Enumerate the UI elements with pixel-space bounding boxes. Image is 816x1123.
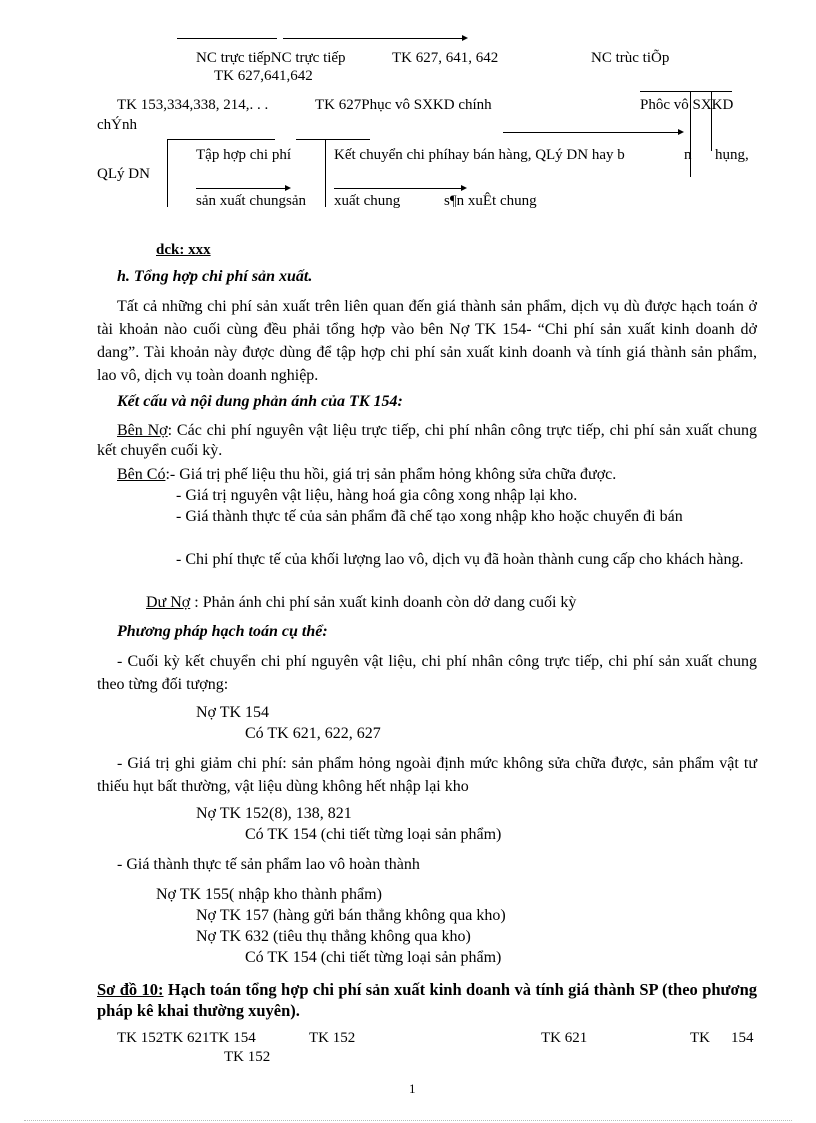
diagram-text: Kết chuyển chi phíhay bán hàng, QLý DN hay b [334, 147, 625, 163]
diagram-title [97, 979, 757, 1021]
journal-entry: Nợ TK 152(8), 138, 821 [196, 805, 352, 822]
diagram-text: QLý DN [97, 166, 150, 182]
diagram-note: dck: xxx [156, 242, 211, 258]
diagram-text: TK 152TK 621TK 154 [117, 1030, 256, 1046]
page-number: 1 [409, 1081, 416, 1096]
paragraph: - Giá thành thực tế sản phẩm lao vô hoàn thành [117, 856, 420, 873]
diagram-text: Tập hợp chi phí [196, 147, 291, 163]
diagram-text: NC trùc tiÕp [591, 50, 670, 66]
diagram-text: n [684, 147, 692, 163]
ben-no-label: Bên Nợ [117, 422, 168, 439]
section-heading: h. Tổng hợp chi phí sản xuất. [117, 268, 313, 285]
ben-co-line [117, 465, 616, 485]
du-no-line [146, 593, 576, 613]
diagram-text: xuất chung [334, 193, 401, 209]
diagram-text: TK [690, 1030, 710, 1046]
diagram-line [177, 38, 277, 39]
diagram-text: TK 152 [309, 1030, 356, 1046]
diagram-text: TK 153,334,338, 214,. . . [117, 97, 269, 113]
diagram-text: NC trực tiếpNC trực tiếp [196, 50, 346, 66]
page-divider [24, 1120, 792, 1121]
diagram-line [196, 188, 286, 189]
diagram-text: TK 627, 641, 642 [392, 50, 499, 66]
du-no-text: : Phản ánh chi phí sản xuất kinh doanh còn dở dang cuối kỳ [190, 594, 577, 611]
section-heading: Kết cấu và nội dung phản ánh của TK 154: [117, 393, 403, 410]
diagram-line [325, 139, 326, 207]
ben-co-item: - Chi phí thực tế của khối lượng lao vô, dịch vụ đã hoàn thành cung cấp cho khách hàng. [176, 551, 744, 568]
diagram-line [167, 139, 275, 140]
diagram-line [640, 91, 732, 92]
ben-no-paragraph [97, 421, 757, 461]
diagram-text: Phôc vô SXKD [640, 97, 734, 113]
diagram-text: hụng, [715, 147, 749, 163]
section-heading: Phương pháp hạch toán cụ thể: [117, 623, 328, 640]
diagram-label: Sơ đồ 10: [97, 980, 164, 999]
journal-entry: Nợ TK 632 (tiêu thụ thẳng không qua kho) [196, 928, 471, 945]
ben-co-label: Bên Có [117, 466, 166, 483]
arrow-head-icon [678, 129, 684, 135]
journal-entry: Có TK 621, 622, 627 [245, 725, 381, 742]
paragraph: - Giá trị ghi giảm chi phí: sản phẩm hỏng ngoài định mức không sửa chữa được, sản phẩm vật tư thiếu hụt bất thường, vật liệu dùng không hết nhập lại kho [97, 755, 757, 795]
diagram-line [334, 188, 462, 189]
ben-co-text: :- Giá trị phế liệu thu hồi, giá trị sản phẩm hỏng không sửa chữa được. [165, 466, 617, 483]
diagram-title-text: Hạch toán tổng hợp chi phí sản xuất kinh doanh và tính giá thành SP (theo phương pháp kê khai thường xuyên). [97, 980, 758, 1020]
diagram-text: sản xuất chungsản [196, 193, 306, 209]
ben-co-item: - Giá thành thực tế của sản phẩm đã chế tạo xong nhập kho hoặc chuyển đi bán [176, 508, 683, 525]
diagram-line [283, 38, 463, 39]
diagram-line [167, 139, 168, 207]
du-no-label: Dư Nợ [146, 594, 191, 611]
ben-co-item: - Giá trị nguyên vật liệu, hàng hoá gia công xong nhập lại kho. [176, 487, 578, 504]
diagram-text: TK 627Phục vô SXKD chính [315, 97, 492, 113]
paragraph: Tất cả những chi phí sản xuất trên liên quan đến giá thành sản phẩm, dịch vụ dù được hạch toán ở tài khoản nào cuối cùng đều phải tổng hợp vào bên Nợ TK 154- “Chi phí sản xuất kinh doanh dở dang”. Tài khoản này được dùng để tập hợp chi phí sản xuất kinh doanh và tính giá thành sản phẩm, lao vô, dịch vụ toàn doanh nghiệp. [97, 298, 757, 384]
arrow-head-icon [462, 35, 468, 41]
journal-entry: Nợ TK 154 [196, 704, 270, 721]
diagram-line [711, 91, 712, 151]
journal-entry: Nợ TK 157 (hàng gửi bán thẳng không qua kho) [196, 907, 506, 924]
diagram-text: chÝnh [97, 117, 137, 133]
journal-entry: Có TK 154 (chi tiết từng loại sản phẩm) [245, 949, 502, 966]
diagram-line [503, 132, 679, 133]
paragraph: - Cuối kỳ kết chuyển chi phí nguyên vật liệu, chi phí nhân công trực tiếp, chi phí sản xuất chung theo từng đối tượng: [97, 653, 757, 693]
ben-no-text: : Các chi phí nguyên vật liệu trực tiếp, chi phí nhân công trực tiếp, chi phí sản xuất chung kết chuyển cuối kỳ. [97, 422, 757, 459]
diagram-text: TK 152 [224, 1049, 271, 1065]
diagram-line [296, 139, 370, 140]
journal-entry: Có TK 154 (chi tiết từng loại sản phẩm) [245, 826, 502, 843]
diagram-text: TK 627,641,642 [214, 68, 313, 84]
diagram-text: TK 621 [541, 1030, 588, 1046]
journal-entry: Nợ TK 155( nhập kho thành phẩm) [156, 886, 382, 903]
diagram-text: 154 [731, 1030, 754, 1046]
diagram-text: s¶n xuÊt chung [444, 193, 537, 209]
